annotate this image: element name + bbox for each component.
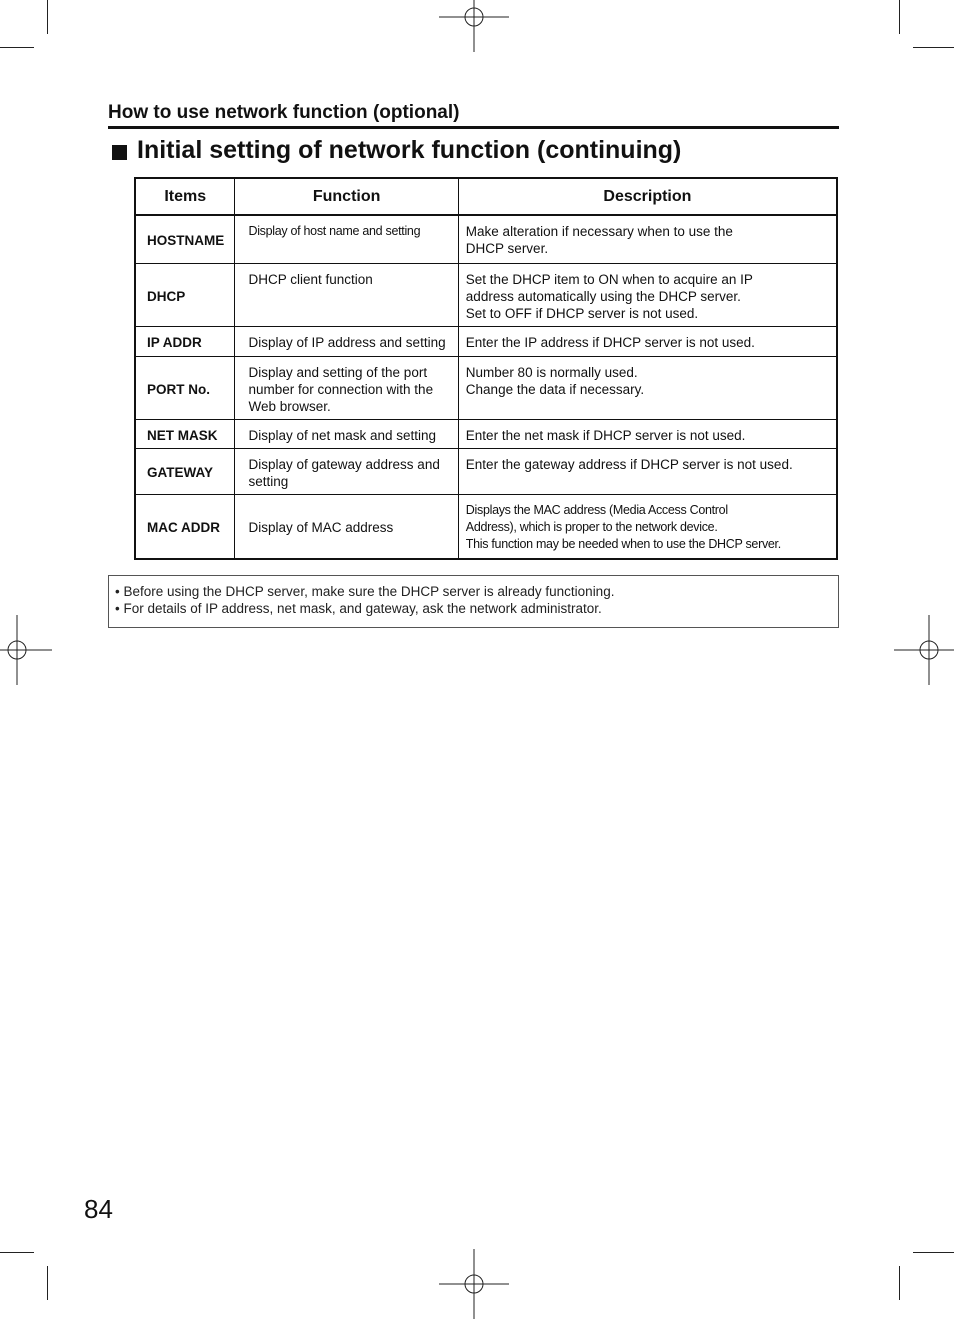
function-ip-addr: Display of IP address and setting xyxy=(235,326,458,356)
table-row xyxy=(135,494,837,559)
function-net-mask: Display of net mask and setting xyxy=(235,419,458,448)
item-dhcp: DHCP xyxy=(135,263,235,326)
table-row xyxy=(135,419,837,448)
registration-mark-icon xyxy=(0,615,52,685)
table-row xyxy=(135,263,837,326)
network-settings-table xyxy=(134,177,838,560)
description-ip-addr: Enter the IP address if DHCP server is not used. xyxy=(458,326,837,356)
crop-mark xyxy=(899,0,900,34)
registration-mark-icon xyxy=(894,615,954,685)
notes-box xyxy=(108,575,839,628)
header-items: Items xyxy=(135,178,235,215)
function-hostname: Display of host name and setting xyxy=(235,215,458,263)
header-function: Function xyxy=(235,178,458,215)
square-bullet-icon xyxy=(112,145,127,160)
description-mac-addr: Displays the MAC address (Media Access Control Address), which is proper to the network device. This function may be needed when to use the DHCP server. xyxy=(458,494,837,559)
item-mac-addr: MAC ADDR xyxy=(135,494,235,559)
page-title xyxy=(112,136,681,165)
item-ip-addr: IP ADDR xyxy=(135,326,235,356)
page-title-text: Initial setting of network function (continuing) xyxy=(137,136,682,164)
function-mac-addr: Display of MAC address xyxy=(235,494,458,559)
crop-mark xyxy=(0,47,34,48)
table-row xyxy=(135,356,837,419)
page-number: 84 xyxy=(84,1194,113,1224)
registration-mark-icon xyxy=(439,0,509,52)
note-item: • Before using the DHCP server, make sure the DHCP server is already functioning. xyxy=(115,584,615,599)
item-net-mask: NET MASK xyxy=(135,419,235,448)
item-hostname: HOSTNAME xyxy=(135,215,235,263)
crop-mark xyxy=(47,0,48,34)
description-port-no: Number 80 is normally used. Change the data if necessary. xyxy=(458,356,837,419)
crop-mark xyxy=(0,1252,34,1253)
function-dhcp: DHCP client function xyxy=(235,263,458,326)
table-row xyxy=(135,326,837,356)
description-dhcp: Set the DHCP item to ON when to acquire an IP address automatically using the DHCP server. Set to OFF if DHCP server is not used. xyxy=(458,263,837,326)
table-row xyxy=(135,448,837,494)
description-hostname: Make alteration if necessary when to use the DHCP server. xyxy=(458,215,837,263)
crop-mark xyxy=(899,1266,900,1300)
header-description: Description xyxy=(458,178,837,215)
note-item: • For details of IP address, net mask, and gateway, ask the network administrator. xyxy=(115,601,602,616)
crop-mark xyxy=(913,47,954,48)
crop-mark xyxy=(47,1266,48,1300)
function-gateway: Display of gateway address and setting xyxy=(235,448,458,494)
crop-mark xyxy=(913,1252,954,1253)
table-header-row xyxy=(135,178,837,215)
item-port-no: PORT No. xyxy=(135,356,235,419)
registration-mark-icon xyxy=(439,1249,509,1319)
section-title: How to use network function (optional) xyxy=(108,102,839,129)
table-row xyxy=(135,215,837,263)
item-gateway: GATEWAY xyxy=(135,448,235,494)
description-net-mask: Enter the net mask if DHCP server is not used. xyxy=(458,419,837,448)
function-port-no: Display and setting of the port number for connection with the Web browser. xyxy=(235,356,458,419)
description-gateway: Enter the gateway address if DHCP server is not used. xyxy=(458,448,837,494)
